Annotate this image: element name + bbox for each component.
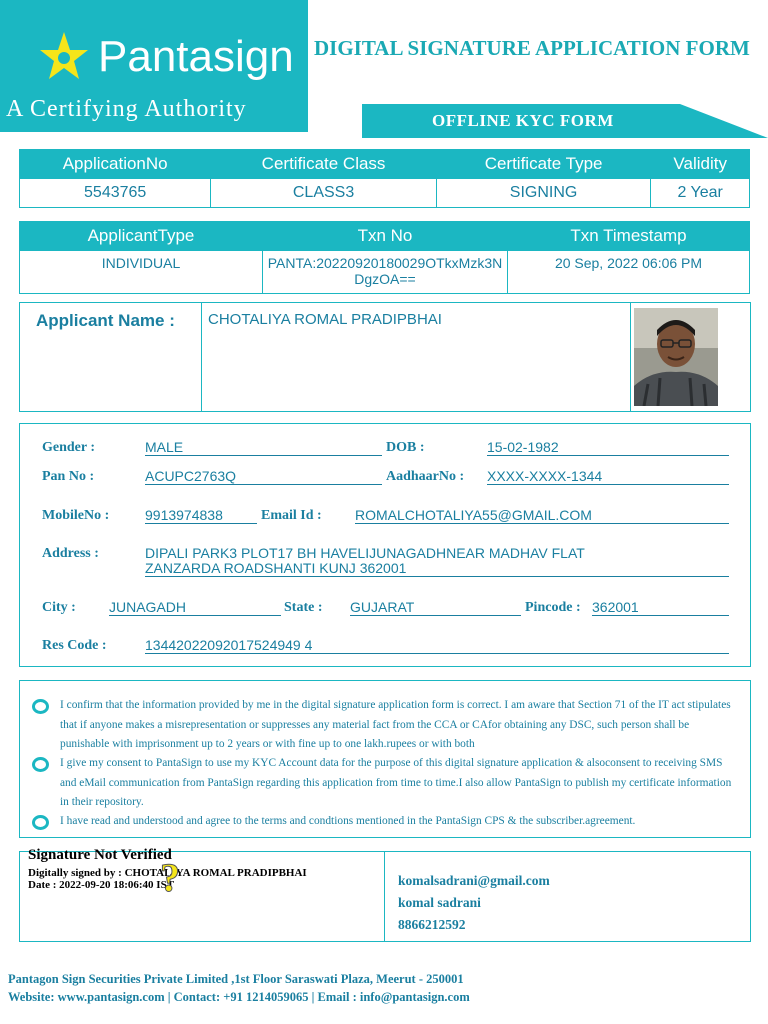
address-label: Address : bbox=[42, 546, 99, 561]
divider bbox=[384, 852, 385, 941]
form-title: DIGITAL SIGNATURE APPLICATION FORM bbox=[314, 36, 750, 60]
pan-label: Pan No : bbox=[42, 469, 95, 484]
question-mark-icon: ? bbox=[160, 855, 180, 900]
mobile-label: MobileNo : bbox=[42, 508, 110, 523]
header-txn-timestamp: Txn Timestamp bbox=[508, 222, 750, 251]
consent-box bbox=[19, 680, 751, 838]
applicant-type: INDIVIDUAL bbox=[20, 251, 263, 294]
txn-no: PANTA:20220920180029OTkxMzk3NDgzOA== bbox=[263, 251, 508, 294]
dob-label: DOB : bbox=[386, 440, 425, 455]
signature-date: Date : 2022-09-20 18:06:40 IST bbox=[28, 879, 175, 891]
divider bbox=[630, 303, 631, 411]
consent-paragraph-3: I have read and understood and agree to the terms and condtions mentioned in the PantaSign CPS & the subscriber.agreement. bbox=[60, 815, 636, 827]
signature-status: Signature Not Verified bbox=[28, 847, 172, 863]
applicant-photo bbox=[634, 308, 718, 406]
state-value: GUJARAT bbox=[350, 600, 521, 616]
header-certificate-type: Certificate Type bbox=[436, 150, 651, 179]
signature-box bbox=[19, 847, 751, 942]
applicant-box bbox=[19, 302, 751, 412]
consent-paragraph-1: I confirm that the information provided by me in the digital signature application form is correct. I am aware that Section 71 of the IT act stipulates that if anyone makes a misrepresentation or suppresses any material fact from the CCA or CAfor obtaining any DSC, such person shall be punishable with imprisonment up to 2 years or with fine up to one lakh.rupees or with both bbox=[60, 699, 731, 750]
aadhaar-value: XXXX-XXXX-1344 bbox=[487, 469, 729, 485]
validity: 2 Year bbox=[651, 179, 750, 208]
gender-value: MALE bbox=[145, 440, 382, 456]
rescode-label: Res Code : bbox=[42, 638, 107, 653]
certificate-class: CLASS3 bbox=[211, 179, 436, 208]
aadhaar-label: AadhaarNo : bbox=[386, 469, 465, 484]
certificate-type: SIGNING bbox=[436, 179, 651, 208]
address-line2: ZANZARDA ROADSHANTI KUNJ 362001 bbox=[145, 561, 729, 577]
header-band bbox=[0, 0, 308, 132]
signed-by: Digitally signed by : CHOTALIYA ROMAL PRADIPBHAI bbox=[28, 867, 307, 879]
bullet-icon bbox=[32, 815, 49, 830]
email-label: Email Id : bbox=[261, 508, 322, 523]
header-certificate-class: Certificate Class bbox=[211, 150, 436, 179]
address-line1: DIPALI PARK3 PLOT17 BH HAVELIJUNAGADHNEAR MADHAV FLAT bbox=[145, 545, 585, 561]
pincode-label: Pincode : bbox=[525, 600, 581, 615]
header-application-no: ApplicationNo bbox=[20, 150, 211, 179]
txn-timestamp: 20 Sep, 2022 06:06 PM bbox=[508, 251, 750, 294]
rescode-value: 13442022092017524949 4 bbox=[145, 638, 729, 654]
brand-text: Pantasign bbox=[98, 32, 294, 81]
kyc-banner-text: OFFLINE KYC FORM bbox=[432, 111, 614, 130]
divider bbox=[201, 303, 202, 411]
gender-label: Gender : bbox=[42, 440, 96, 455]
details-box bbox=[19, 423, 751, 667]
application-no: 5543765 bbox=[20, 179, 211, 208]
footer-contact: Website: www.pantasign.com | Contact: +91 1214059065 | Email : info@pantasign.com bbox=[8, 990, 470, 1004]
applicant-name-label: Applicant Name : bbox=[36, 311, 175, 330]
city-value: JUNAGADH bbox=[109, 600, 281, 616]
kyc-banner bbox=[362, 104, 768, 138]
applicant-name: CHOTALIYA ROMAL PRADIPBHAI bbox=[208, 311, 442, 328]
mobile-value: 9913974838 bbox=[145, 508, 257, 524]
tagline: A Certifying Authority bbox=[6, 96, 247, 122]
state-label: State : bbox=[284, 600, 323, 615]
bullet-icon bbox=[32, 699, 49, 714]
contact-name: komal sadrani bbox=[398, 895, 481, 910]
header-applicant-type: ApplicantType bbox=[20, 222, 263, 251]
footer-address: Pantagon Sign Securities Private Limited ,1st Floor Saraswati Plaza, Meerut - 250001 bbox=[8, 972, 464, 986]
transaction-table bbox=[19, 221, 750, 294]
pincode-value: 362001 bbox=[592, 600, 729, 616]
city-label: City : bbox=[42, 600, 76, 615]
application-table bbox=[19, 149, 750, 208]
contact-phone: 8866212592 bbox=[398, 917, 466, 932]
contact-email: komalsadrani@gmail.com bbox=[398, 873, 550, 888]
dob-value: 15-02-1982 bbox=[487, 440, 729, 456]
email-value: ROMALCHOTALIYA55@GMAIL.COM bbox=[355, 508, 729, 524]
bullet-icon bbox=[32, 757, 49, 772]
header-validity: Validity bbox=[651, 150, 750, 179]
header-txn-no: Txn No bbox=[263, 222, 508, 251]
consent-paragraph-2: I give my consent to PantaSign to use my KYC Account data for the purpose of this digital signature application & alsoconsent to receiving SMS and eMail communication from PantaSign regarding this application from time to time.I also allow PantaSign to publish my certificate information in their repository. bbox=[60, 757, 732, 808]
pan-value: ACUPC2763Q bbox=[145, 469, 382, 485]
